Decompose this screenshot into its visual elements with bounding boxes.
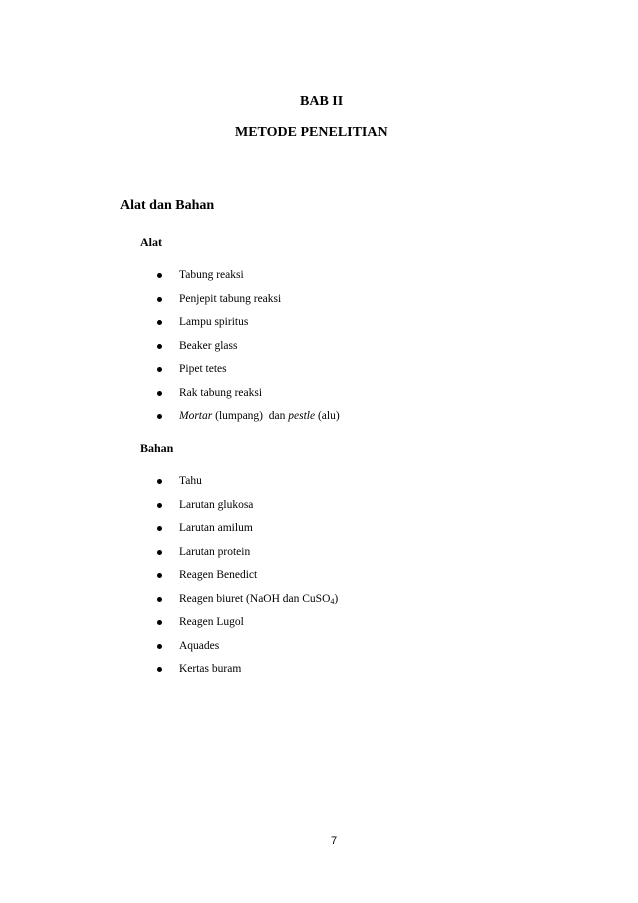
list-item-text: Rak tabung reaksi <box>179 386 263 399</box>
bullet-icon <box>157 503 162 508</box>
bullet-icon <box>157 597 162 602</box>
alat-list <box>154 268 340 433</box>
list-item-text: Larutan protein <box>179 545 251 558</box>
list-item <box>154 662 338 686</box>
biuret-suffix: ) <box>334 592 339 605</box>
list-item-text: Larutan amilum <box>179 522 253 534</box>
list-item <box>154 568 338 592</box>
list-item <box>154 339 340 363</box>
list-item <box>154 362 340 386</box>
gloss-lumpang: (lumpang) dan <box>212 410 289 422</box>
list-item <box>154 592 338 616</box>
bahan-list <box>154 474 338 686</box>
gloss-alu: (alu) <box>315 410 340 422</box>
bullet-icon <box>157 620 162 625</box>
bullet-icon <box>157 391 162 396</box>
list-item-text: Pipet tetes <box>179 363 227 375</box>
list-item <box>154 386 340 410</box>
subheading-bahan: Bahan <box>140 441 174 455</box>
list-item <box>154 615 338 639</box>
bullet-icon <box>157 297 162 302</box>
bullet-icon <box>157 550 162 555</box>
list-item-text: Larutan glukosa <box>179 498 254 511</box>
list-item <box>154 268 340 292</box>
list-item <box>154 545 338 569</box>
list-item <box>154 292 340 316</box>
bullet-icon <box>157 479 162 484</box>
term-mortar: Mortar <box>179 410 213 422</box>
list-item <box>154 315 340 339</box>
list-item <box>154 639 338 663</box>
bullet-icon <box>157 344 162 349</box>
list-item-text: Beaker glass <box>179 339 238 352</box>
section-heading: Alat dan Bahan <box>120 198 215 213</box>
list-item <box>154 409 340 433</box>
term-pestle: pestle <box>288 410 316 422</box>
list-item-text: Reagen Lugol <box>179 616 244 628</box>
chapter-number: BAB II <box>300 94 344 109</box>
bullet-icon <box>157 414 162 419</box>
list-item-text: Tahu <box>179 475 202 487</box>
list-item-text: Reagen Benedict <box>179 569 258 581</box>
bullet-icon <box>157 367 162 372</box>
bullet-icon <box>157 526 162 531</box>
bullet-icon <box>157 320 162 325</box>
list-item <box>154 498 338 522</box>
biuret-text: Reagen biuret (NaOH dan CuSO <box>179 592 331 605</box>
bullet-icon <box>157 667 162 672</box>
subheading-alat: Alat <box>140 235 162 249</box>
list-item-text: Penjepit tabung reaksi <box>179 292 282 305</box>
list-item-text: Tabung reaksi <box>179 269 244 281</box>
biuret-subscript: 4 <box>330 596 335 606</box>
list-item <box>154 521 338 545</box>
list-item <box>154 474 338 498</box>
bullet-icon <box>157 273 162 278</box>
page-number: 7 <box>331 835 338 847</box>
bullet-icon <box>157 573 162 578</box>
chapter-title: METODE PENELITIAN <box>235 125 388 140</box>
list-item-text: Lampu spiritus <box>179 316 249 328</box>
list-item-text: Aquades <box>179 639 220 652</box>
bullet-icon <box>157 644 162 649</box>
list-item-text: Kertas buram <box>179 663 242 675</box>
